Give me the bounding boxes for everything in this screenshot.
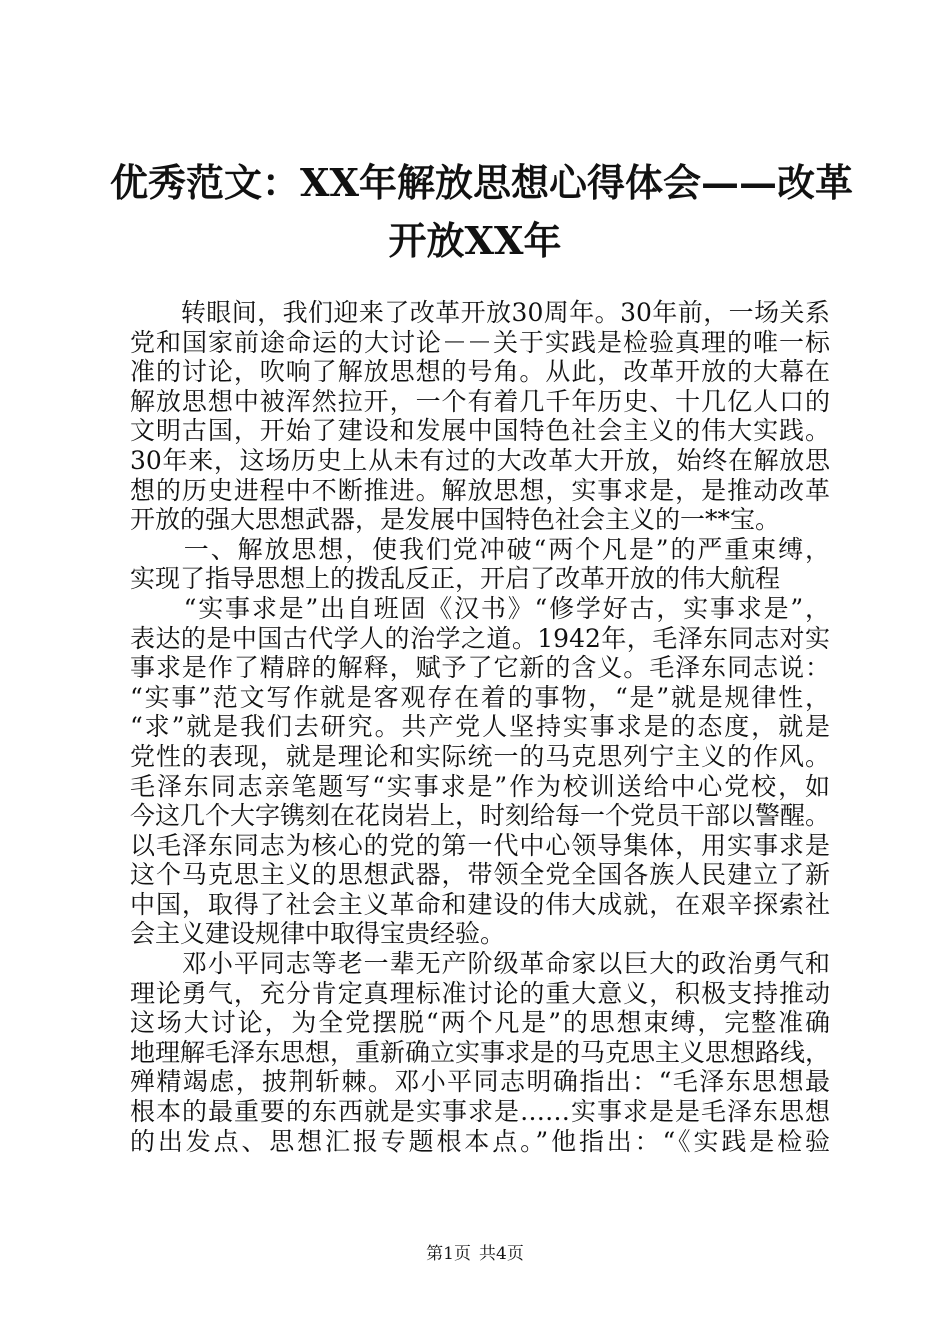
body-line: 开放的强大思想武器，是发展中国特色社会主义的一**宝。 [130, 505, 781, 535]
body-line: 想的历史进程中不断推进。解放思想，实事求是，是推动改革 [130, 475, 830, 505]
body-line: 这场大讨论，为全党摆脱“两个凡是”的思想束缚，完整准确 [130, 1008, 830, 1038]
page-footer [0, 1243, 950, 1265]
body-line: 地理解毛泽东思想，重新确立实事求是的马克思主义思想路线， [130, 1037, 831, 1067]
body-line: “实事求是”出自班固《汉书》“修学好古，实事求是”， [130, 593, 830, 623]
document-title-line-2: 开放XX年 [388, 218, 562, 263]
body-line: 的出发点、思想汇报专题根本点。”他指出：“《实践是检验 [130, 1126, 830, 1156]
page-number: 第1页 [426, 1244, 471, 1264]
body-line: 理论勇气，充分肯定真理标准讨论的重大意义，积极支持推动 [130, 978, 830, 1008]
body-line: 会主义建设规律中取得宝贵经验。 [130, 919, 506, 949]
body-line: 转眼间，我们迎来了改革开放30周年。30年前，一场关系 [130, 298, 830, 327]
body-line: 文明古国，开始了建设和发展中国特色社会主义的伟大实践。 [130, 416, 830, 446]
body-line: 准的讨论，吹响了解放思想的号角。从此，改革开放的大幕在 [130, 357, 830, 387]
body-line: 表达的是中国古代学人的治学之道。1942年，毛泽东同志对实 [130, 623, 830, 653]
body-line: “实事”范文写作就是客观存在着的事物，“是”就是规律性， [130, 682, 830, 712]
body-line: 今这几个大字镌刻在花岗岩上，时刻给每一个党员干部以警醒。 [130, 801, 831, 831]
body-line: 殚精竭虑，披荆斩棘。邓小平同志明确指出：“毛泽东思想最 [130, 1067, 830, 1097]
body-line: 中国，取得了社会主义革命和建设的伟大成就，在艰辛探索社 [130, 889, 830, 919]
body-line: 实现了指导思想上的拨乱反正，开启了改革开放的伟大航程 [130, 564, 781, 594]
document-body [130, 298, 830, 1156]
page-total: 共4页 [479, 1244, 524, 1264]
body-line: 邓小平同志等老一辈无产阶级革命家以巨大的政治勇气和 [130, 949, 830, 979]
body-line: “求”就是我们去研究。共产党人坚持实事求是的态度，就是 [130, 712, 830, 742]
body-line: 党和国家前途命运的大讨论－－关于实践是检验真理的唯一标 [130, 327, 830, 357]
body-line: 解放思想中被浑然拉开，一个有着几千年历史、十几亿人口的 [130, 386, 830, 416]
document-title-line-1: 优秀范文：XX年解放思想心得体会——改革 [110, 160, 853, 205]
body-line: 毛泽东同志亲笔题写“实事求是”作为校训送给中心党校，如 [130, 771, 830, 801]
body-line: 这个马克思主义的思想武器，带领全党全国各族人民建立了新 [130, 860, 830, 890]
body-line: 30年来，这场历史上从未有过的大改革大开放，始终在解放思 [130, 445, 830, 475]
body-line: 以毛泽东同志为核心的党的第一代中心领导集体，用实事求是 [130, 830, 830, 860]
body-line: 一、解放思想，使我们党冲破“两个凡是”的严重束缚， [130, 534, 830, 564]
body-line: 党性的表现，就是理论和实际统一的马克思列宁主义的作风。 [130, 741, 830, 771]
body-line: 根本的最重要的东西就是实事求是……实事求是是毛泽东思想 [130, 1097, 830, 1127]
body-line: 事求是作了精辟的解释，赋予了它新的含义。毛泽东同志说： [130, 653, 830, 683]
